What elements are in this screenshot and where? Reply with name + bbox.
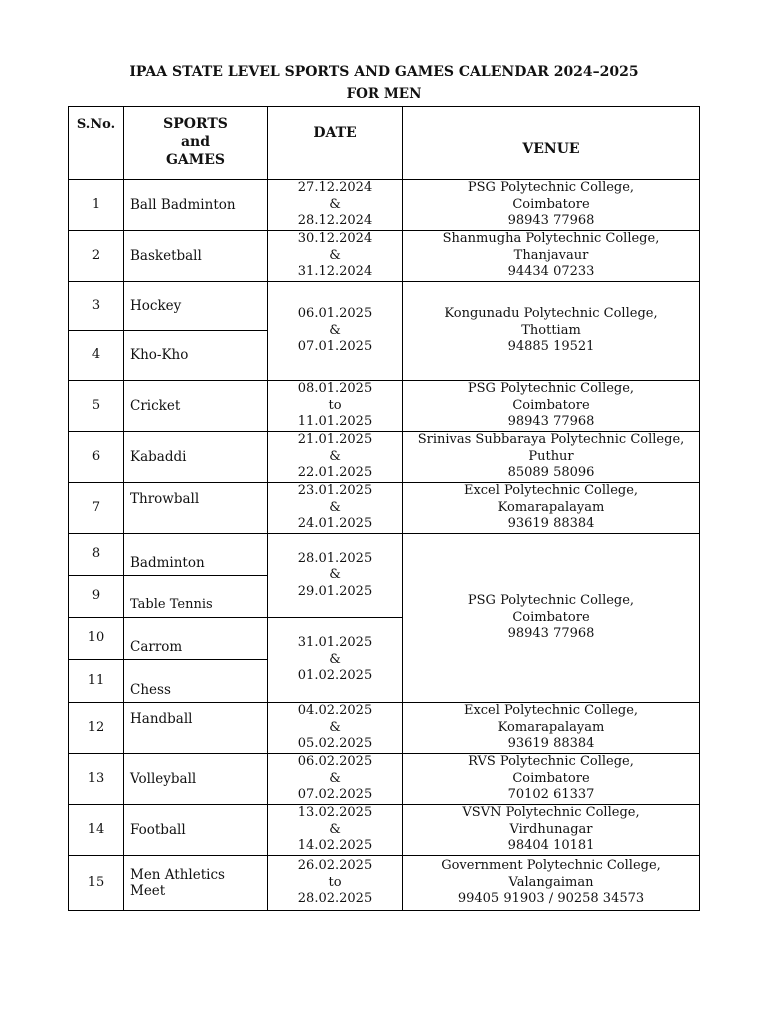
venue-cell: Government Polytechnic College, Valangaiman 99405 91903 / 90258 34573 — [403, 856, 700, 911]
date-cell: 06.01.2025 & 07.01.2025 — [268, 282, 403, 381]
sno-cell: 14 — [69, 805, 124, 856]
sno-cell: 11 — [69, 660, 124, 703]
game-cell: Football — [124, 805, 268, 856]
date-cell: 08.01.2025 to 11.01.2025 — [268, 381, 403, 432]
date-cell: 13.02.2025 & 14.02.2025 — [268, 805, 403, 856]
date-cell: 04.02.2025 & 05.02.2025 — [268, 703, 403, 754]
date-cell: 28.01.2025 & 29.01.2025 — [268, 534, 403, 618]
col-header-sports-games: SPORTS and GAMES — [124, 107, 268, 180]
sno-cell: 6 — [69, 432, 124, 483]
venue-cell: PSG Polytechnic College, Coimbatore 98943 77968 — [403, 180, 700, 231]
table-row — [69, 754, 700, 805]
date-cell: 30.12.2024 & 31.12.2024 — [268, 231, 403, 282]
col-header-sno: S.No. — [69, 107, 124, 180]
venue-cell: PSG Polytechnic College, Coimbatore 98943 77968 — [403, 381, 700, 432]
venue-cell: Kongunadu Polytechnic College, Thottiam 94885 19521 — [403, 282, 700, 381]
date-cell: 31.01.2025 & 01.02.2025 — [268, 618, 403, 703]
sno-cell: 8 — [69, 534, 124, 576]
table-row — [69, 432, 700, 483]
table-row — [69, 180, 700, 231]
table-row — [69, 534, 700, 576]
table-row — [69, 805, 700, 856]
game-cell: Hockey — [124, 282, 268, 331]
venue-cell: Excel Polytechnic College, Komarapalayam 93619 88384 — [403, 703, 700, 754]
calendar-table — [68, 106, 700, 911]
col-header-date: DATE — [268, 107, 403, 180]
col-header-venue: VENUE — [403, 107, 700, 180]
sno-cell: 7 — [69, 483, 124, 534]
game-cell: Table Tennis — [124, 576, 268, 618]
date-cell: 27.12.2024 & 28.12.2024 — [268, 180, 403, 231]
sno-cell: 13 — [69, 754, 124, 805]
date-cell: 06.02.2025 & 07.02.2025 — [268, 754, 403, 805]
game-cell: Ball Badminton — [124, 180, 268, 231]
header-row — [69, 107, 700, 180]
sno-cell: 9 — [69, 576, 124, 618]
date-cell: 26.02.2025 to 28.02.2025 — [268, 856, 403, 911]
venue-cell: RVS Polytechnic College, Coimbatore 70102 61337 — [403, 754, 700, 805]
game-cell: Volleyball — [124, 754, 268, 805]
sno-cell: 10 — [69, 618, 124, 660]
table-row — [69, 856, 700, 911]
game-cell: Cricket — [124, 381, 268, 432]
sno-cell: 2 — [69, 231, 124, 282]
sno-cell: 3 — [69, 282, 124, 331]
sno-cell: 4 — [69, 331, 124, 381]
game-cell: Kho-Kho — [124, 331, 268, 381]
page-subtitle: FOR MEN — [346, 86, 422, 102]
game-cell: Handball — [124, 703, 268, 754]
page-title: IPAA STATE LEVEL SPORTS AND GAMES CALENDAR 2024–2025 — [129, 64, 639, 80]
game-cell: Men Athletics Meet — [124, 856, 268, 911]
venue-cell: Srinivas Subbaraya Polytechnic College, Puthur 85089 58096 — [403, 432, 700, 483]
table-row — [69, 483, 700, 534]
game-cell: Carrom — [124, 618, 268, 660]
table-row — [69, 703, 700, 754]
game-cell: Kabaddi — [124, 432, 268, 483]
date-cell: 21.01.2025 & 22.01.2025 — [268, 432, 403, 483]
game-cell: Basketball — [124, 231, 268, 282]
game-cell: Badminton — [124, 534, 268, 576]
sno-cell: 12 — [69, 703, 124, 754]
table-row — [69, 381, 700, 432]
venue-cell: VSVN Polytechnic College, Virdhunagar 98404 10181 — [403, 805, 700, 856]
date-cell: 23.01.2025 & 24.01.2025 — [268, 483, 403, 534]
sno-cell: 15 — [69, 856, 124, 911]
venue-cell: Excel Polytechnic College, Komarapalayam 93619 88384 — [403, 483, 700, 534]
sno-cell: 1 — [69, 180, 124, 231]
venue-cell: PSG Polytechnic College, Coimbatore 98943 77968 — [403, 534, 700, 703]
sno-cell: 5 — [69, 381, 124, 432]
table-row — [69, 231, 700, 282]
game-cell: Chess — [124, 660, 268, 703]
game-cell: Throwball — [124, 483, 268, 534]
venue-cell: Shanmugha Polytechnic College, Thanjavaur 94434 07233 — [403, 231, 700, 282]
table-row — [69, 282, 700, 331]
